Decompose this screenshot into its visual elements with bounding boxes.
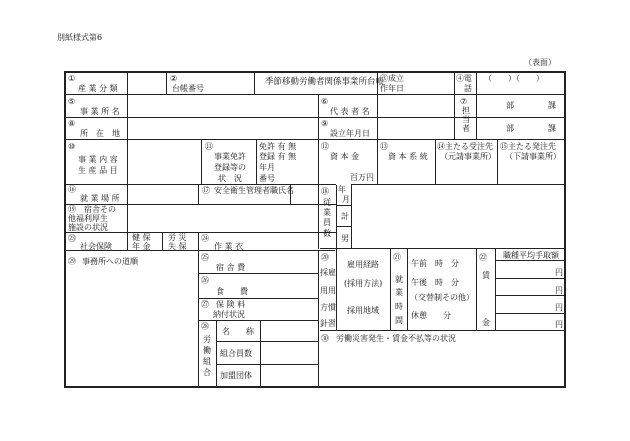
kamei-dantai-label: 加盟団体 bbox=[220, 371, 252, 380]
saiyo-label-2: 用用 bbox=[320, 286, 336, 295]
en-unit-4: 円 bbox=[555, 320, 563, 329]
daihyosha-mei-label: 代 表 者 名 bbox=[330, 107, 370, 116]
tanto-label-1: 担 bbox=[462, 106, 470, 115]
jigyosho-mei-value[interactable] bbox=[128, 95, 317, 117]
side-label: （表面） bbox=[524, 58, 556, 67]
rodo-saigai-area[interactable] bbox=[321, 346, 563, 384]
setsuritsu-label: 設立年月日 bbox=[330, 129, 370, 138]
toroku-ari-nashi[interactable]: 登録 有 無 bbox=[259, 152, 297, 161]
rodo-label-3: 組 bbox=[203, 357, 211, 366]
field-number-19: ⑲ bbox=[68, 205, 76, 214]
field-number-22: ㉒ bbox=[479, 253, 487, 262]
seiritsu-label: ③成立 bbox=[380, 74, 404, 83]
jikan-label-1: 就 bbox=[395, 275, 403, 284]
jigyosho-mei-label: 事 業 所 名 bbox=[80, 107, 120, 116]
jikan-label-2: 業 bbox=[395, 288, 403, 297]
sangyo-bunrui-value[interactable] bbox=[128, 72, 165, 94]
rodo-label-2: 働 bbox=[203, 346, 211, 355]
en-unit-2: 円 bbox=[555, 286, 563, 295]
shukusha-label-3: 施設の状況 bbox=[68, 223, 108, 232]
saiyo-label-1: 採雇 bbox=[320, 268, 336, 277]
jikan-label-3: 時 bbox=[395, 302, 403, 311]
field-number-20: ⑳ bbox=[321, 253, 329, 262]
field-number-21: ㉑ bbox=[393, 253, 401, 262]
field-number-27: ㉗ bbox=[201, 300, 209, 309]
shozaichi-value[interactable] bbox=[128, 118, 317, 139]
field-number-8: ⑧ bbox=[68, 119, 76, 128]
field-number-6: ⑥ bbox=[321, 97, 329, 106]
hatchusaki-label: ⑮主たる発注先 bbox=[500, 142, 556, 151]
menkyo-label-3: 状 況 bbox=[218, 174, 242, 183]
shukusha-label-2: 他福利厚生 bbox=[68, 214, 108, 223]
menkyo-label-2: 登録等の bbox=[214, 163, 246, 172]
motouke-label: （元請事業所） bbox=[440, 152, 496, 161]
form-title: 季節移動労働者関係事業所台帳 bbox=[265, 77, 385, 87]
jigyo-naiyo-label: 事 業 内 容 bbox=[78, 155, 118, 164]
shihon-keiretsu-label: 資 本 系 統 bbox=[388, 152, 428, 161]
field-number-24: ㉔ bbox=[201, 234, 209, 243]
ju-label-4: 数 bbox=[323, 229, 331, 238]
field-number-11: ⑪ bbox=[205, 142, 213, 151]
en-unit-1: 円 bbox=[555, 268, 563, 277]
jikan-label-4: 間 bbox=[395, 316, 403, 325]
rousai-label: 労 災 bbox=[168, 233, 187, 242]
field-number-12: ⑫ bbox=[321, 142, 329, 151]
hokenryo-label-1: 保 険 料 bbox=[216, 300, 246, 309]
shakai-hoken-label: 社会保険 bbox=[80, 242, 112, 251]
nenkin-label: 年 金 bbox=[132, 242, 151, 251]
kyukei-label: 休憩 分 bbox=[411, 311, 451, 320]
gozen-label: 午前 時 分 bbox=[411, 259, 459, 268]
rodo-label-4: 合 bbox=[203, 368, 211, 377]
kin-label: 金 bbox=[482, 318, 490, 327]
sangyo-bunrui-label: 産 業 分 類 bbox=[78, 84, 118, 93]
shitauke-label: （下請事業所） bbox=[505, 152, 561, 161]
menkyo-ari-nashi[interactable]: 免許 有 無 bbox=[259, 142, 297, 151]
field-number-10: ⑩ bbox=[68, 142, 76, 151]
menkyo-label-1: 事業免許 bbox=[214, 152, 246, 161]
daicho-bango-label: 台帳番号 bbox=[172, 84, 204, 93]
ju-label-2: 業 bbox=[323, 208, 331, 217]
ju-label-3: 員 bbox=[323, 218, 331, 227]
field-number-18: ⑱ bbox=[321, 187, 329, 196]
shozaichi-label: 所 在 地 bbox=[80, 129, 120, 138]
otoko-label: 男 bbox=[341, 234, 349, 243]
shukusha-label-1: 宿舎その bbox=[84, 205, 116, 214]
koyo-keiro-label: 雇用経路 bbox=[347, 260, 379, 269]
field-number-26: ㉖ bbox=[201, 276, 209, 285]
field-number-17: ⑰ bbox=[202, 186, 210, 195]
michijun-area[interactable] bbox=[68, 268, 196, 384]
tanto-bu-1: 部 bbox=[506, 101, 514, 110]
shihonkin-label: 資 本 金 bbox=[330, 152, 360, 161]
field-number-30: ㉚ bbox=[321, 334, 329, 343]
field-number-2: ② bbox=[170, 74, 178, 83]
hokenryo-label-2: 納付状況 bbox=[213, 310, 245, 319]
saiyo-label-4: 針習 bbox=[320, 319, 336, 328]
meisho-label: 名 称 bbox=[222, 327, 254, 336]
seisan-hinmoku-label: 生 産 品 目 bbox=[78, 166, 118, 175]
saiyo-hoho-label: (採用方法) bbox=[344, 279, 383, 288]
field-number-1: ① bbox=[68, 74, 76, 83]
denwa-label-top: ④電 bbox=[456, 74, 472, 83]
field-number-7: ⑦ bbox=[460, 97, 468, 106]
kotai-label: （交替制その他） bbox=[410, 293, 474, 302]
saiyo-chiiki-label: 採用地域 bbox=[347, 306, 379, 315]
jutyusaki-label: ⑭主たる受注先 bbox=[437, 142, 493, 151]
field-number-5: ⑤ bbox=[68, 97, 76, 106]
denwa-label-bottom: 話 bbox=[464, 84, 472, 93]
ju-label-1: 従 bbox=[323, 198, 331, 207]
gogo-label: 午後 時 分 bbox=[411, 278, 459, 287]
menkyo-bango: 番号 bbox=[259, 174, 275, 183]
shokushu-heikin-label: 職種平均手取額 bbox=[503, 251, 559, 260]
tanto-label-3: 者 bbox=[462, 124, 470, 133]
field-number-29: ㉙ bbox=[68, 257, 76, 266]
field-number-16: ⑯ bbox=[68, 185, 76, 194]
nen-label: 年 bbox=[338, 185, 346, 194]
kei-label: 計 bbox=[341, 212, 349, 221]
kumiaiinsu-label: 組合員数 bbox=[220, 349, 252, 358]
hyakumanen-unit: 百万円 bbox=[350, 173, 374, 182]
menkyo-nengetsu: 年月 bbox=[259, 163, 275, 172]
shukushahi-label: 宿 舎 費 bbox=[216, 263, 246, 272]
field-number-28: ㉘ bbox=[201, 322, 209, 331]
en-unit-3: 円 bbox=[555, 303, 563, 312]
rodo-saigai-label: 労働災害発生・賃金不払等の状況 bbox=[336, 334, 456, 343]
rodo-label-1: 労 bbox=[203, 335, 211, 344]
field-number-23: ㉓ bbox=[68, 234, 76, 243]
shokuhi-label: 食 費 bbox=[216, 287, 248, 296]
tanto-ka-1: 課 bbox=[548, 101, 556, 110]
anzen-eisei-label: 安全衛生管理者職氏名 bbox=[214, 186, 294, 195]
denwa-paren: （ ）（ ） bbox=[484, 74, 544, 83]
michijun-label: 事務所への道順 bbox=[82, 257, 138, 266]
field-number-13: ⑬ bbox=[380, 142, 388, 151]
field-number-9: ⑨ bbox=[321, 119, 329, 128]
kenpo-label: 健 保 bbox=[132, 233, 151, 242]
shugyo-basho-label: 就 業 場 所 bbox=[80, 194, 120, 203]
shitsugyo-label: 失 保 bbox=[168, 242, 187, 251]
tanto-label-2: 当 bbox=[462, 115, 470, 124]
field-number-25: ㉕ bbox=[201, 253, 209, 262]
sagyo-gi-label: 作 業 衣 bbox=[214, 242, 244, 251]
saiyo-label-3: 方慣 bbox=[320, 303, 336, 312]
sakusei-nengappi-label: 作年日 bbox=[380, 84, 404, 93]
form-label: 別紙様式第6 bbox=[57, 33, 103, 42]
chin-label: 賃 bbox=[482, 271, 490, 280]
tanto-ka-2: 課 bbox=[548, 124, 556, 133]
tsuki-label: 月 bbox=[342, 195, 350, 204]
tanto-bu-2: 部 bbox=[506, 124, 514, 133]
